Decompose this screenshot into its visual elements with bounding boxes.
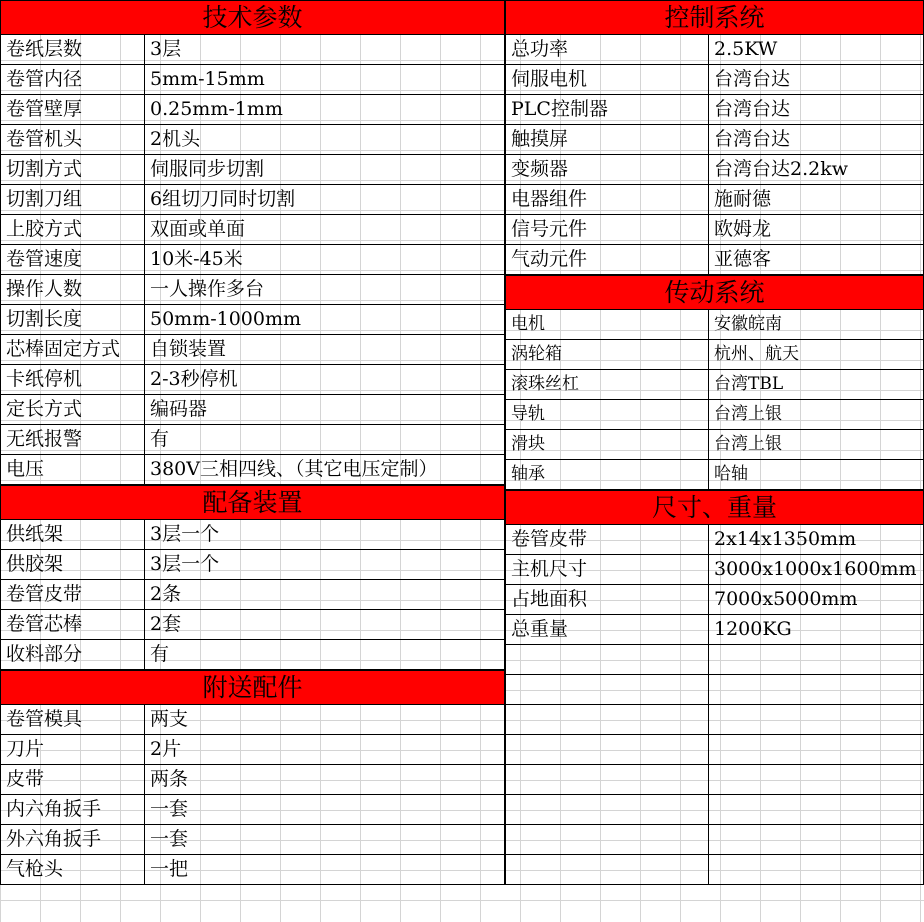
- accessories-row-value[interactable]: 两条: [145, 765, 505, 794]
- tech-row: [1, 425, 505, 455]
- control-row: [506, 155, 924, 185]
- tech-row-label[interactable]: 切割刀组: [1, 185, 145, 214]
- drive-row: [506, 340, 924, 370]
- tech-row-label[interactable]: 操作人数: [1, 275, 145, 304]
- equip-row-value[interactable]: 2条: [145, 580, 505, 609]
- control-row-label[interactable]: 电器组件: [506, 185, 709, 214]
- equip-row-value[interactable]: 有: [145, 640, 505, 669]
- drive-section: [505, 275, 924, 490]
- drive-row-value[interactable]: 台湾上银: [709, 400, 924, 429]
- size-row-value[interactable]: 2x14x1350mm: [709, 525, 924, 554]
- drive-rows: [506, 310, 924, 490]
- drive-row: [506, 310, 924, 340]
- drive-row-label[interactable]: 导轨: [506, 400, 709, 429]
- control-row-value[interactable]: 台湾台达: [709, 65, 924, 94]
- tech-row-label[interactable]: 卷纸层数: [1, 35, 145, 64]
- tech-row-value[interactable]: 伺服同步切割: [145, 155, 505, 184]
- accessories-row: [1, 795, 505, 825]
- tech-row-value[interactable]: 10米-45米: [145, 245, 505, 274]
- size-row-value[interactable]: 1200KG: [709, 615, 924, 644]
- drive-row: [506, 460, 924, 490]
- equip-rows: [1, 520, 505, 670]
- control-row-label[interactable]: 变频器: [506, 155, 709, 184]
- tech-row: [1, 305, 505, 335]
- size-row-label[interactable]: 占地面积: [506, 585, 709, 614]
- equip-row: [1, 640, 505, 670]
- control-row-value[interactable]: 台湾台达: [709, 95, 924, 124]
- accessories-row: [1, 705, 505, 735]
- equip-header: 配备装置: [1, 485, 505, 520]
- control-row: [506, 35, 924, 65]
- tech-header: 技术参数: [1, 0, 505, 35]
- control-rows: [506, 35, 924, 275]
- accessories-row: [1, 825, 505, 855]
- empty-cell[interactable]: [709, 765, 924, 794]
- empty-row: [506, 765, 924, 795]
- empty-row: [506, 675, 924, 705]
- accessories-section: [0, 670, 505, 885]
- drive-row-value[interactable]: 哈轴: [709, 460, 924, 489]
- empty-cell[interactable]: [709, 675, 924, 704]
- tech-row-value[interactable]: 编码器: [145, 395, 505, 424]
- tech-row-label[interactable]: 上胶方式: [1, 215, 145, 244]
- size-row-value[interactable]: 7000x5000mm: [709, 585, 924, 614]
- empty-cell[interactable]: [506, 795, 709, 824]
- empty-cell[interactable]: [709, 735, 924, 764]
- drive-row-value[interactable]: 杭州、航天: [709, 340, 924, 369]
- control-row-value[interactable]: 台湾台达2.2kw: [709, 155, 924, 184]
- tech-row-label[interactable]: 切割长度: [1, 305, 145, 334]
- empty-cell[interactable]: [506, 735, 709, 764]
- tech-row-label[interactable]: 卷管速度: [1, 245, 145, 274]
- tech-row-label[interactable]: 切割方式: [1, 155, 145, 184]
- tech-row: [1, 65, 505, 95]
- empty-cell[interactable]: [709, 705, 924, 734]
- tech-row-label[interactable]: 无纸报警: [1, 425, 145, 454]
- accessories-row-value[interactable]: 一套: [145, 795, 505, 824]
- drive-row: [506, 400, 924, 430]
- accessories-row-value[interactable]: 两支: [145, 705, 505, 734]
- control-row-value[interactable]: 2.5KW: [709, 35, 924, 64]
- control-row: [506, 185, 924, 215]
- control-row-label[interactable]: 触摸屏: [506, 125, 709, 154]
- accessories-rows: [1, 705, 505, 885]
- size-row: [506, 585, 924, 615]
- accessories-row-value[interactable]: 一把: [145, 855, 505, 884]
- equip-row: [1, 520, 505, 550]
- equip-row-value[interactable]: 3层一个: [145, 520, 505, 549]
- size-row-value[interactable]: 3000x1000x1600mm: [709, 555, 924, 584]
- control-row: [506, 125, 924, 155]
- tech-row: [1, 35, 505, 65]
- empty-cell[interactable]: [709, 855, 924, 884]
- tech-row: [1, 155, 505, 185]
- equip-row: [1, 610, 505, 640]
- accessories-row: [1, 735, 505, 765]
- equip-row-label[interactable]: 供纸架: [1, 520, 145, 549]
- accessories-row-label[interactable]: 皮带: [1, 765, 145, 794]
- empty-cell[interactable]: [709, 825, 924, 854]
- control-row-value[interactable]: 台湾台达: [709, 125, 924, 154]
- tech-row-label[interactable]: 卷管壁厚: [1, 95, 145, 124]
- empty-row: [506, 795, 924, 825]
- control-row-value[interactable]: 亚德客: [709, 245, 924, 274]
- size-row-label[interactable]: 卷管皮带: [506, 525, 709, 554]
- empty-row: [506, 705, 924, 735]
- tech-row-value[interactable]: 一人操作多台: [145, 275, 505, 304]
- tech-row-value[interactable]: 380V三相四线、（其它电压定制）: [145, 455, 505, 484]
- tech-row-value[interactable]: 6组切刀同时切割: [145, 185, 505, 214]
- control-section: [505, 0, 924, 275]
- drive-row-label[interactable]: 轴承: [506, 460, 709, 489]
- empty-cell[interactable]: [506, 705, 709, 734]
- drive-row-label[interactable]: 滚珠丝杠: [506, 370, 709, 399]
- tech-rows: [1, 35, 505, 485]
- equip-section: [0, 485, 505, 670]
- tech-row: [1, 365, 505, 395]
- tech-row-value[interactable]: 双面或单面: [145, 215, 505, 244]
- tech-row-value[interactable]: 2-3秒停机: [145, 365, 505, 394]
- control-row-value[interactable]: 欧姆龙: [709, 215, 924, 244]
- empty-cell[interactable]: [506, 675, 709, 704]
- control-row: [506, 215, 924, 245]
- accessories-row-label[interactable]: 内六角扳手: [1, 795, 145, 824]
- tech-row-value[interactable]: 自锁装置: [145, 335, 505, 364]
- control-row: [506, 95, 924, 125]
- control-header: 控制系统: [506, 0, 924, 35]
- tech-row-value[interactable]: 3层: [145, 35, 505, 64]
- tech-row-label[interactable]: 电压: [1, 455, 145, 484]
- control-row-value[interactable]: 施耐德: [709, 185, 924, 214]
- empty-row: [506, 825, 924, 855]
- accessories-row-label[interactable]: 卷管模具: [1, 705, 145, 734]
- tech-row: [1, 215, 505, 245]
- drive-row-value[interactable]: 台湾上银: [709, 430, 924, 459]
- control-row-label[interactable]: 伺服电机: [506, 65, 709, 94]
- drive-row: [506, 430, 924, 460]
- accessories-row-value[interactable]: 一套: [145, 825, 505, 854]
- empty-cell[interactable]: [506, 645, 709, 674]
- control-row-label[interactable]: PLC控制器: [506, 95, 709, 124]
- tech-row-value[interactable]: 有: [145, 425, 505, 454]
- tech-row: [1, 125, 505, 155]
- tech-row-value[interactable]: 0.25mm-1mm: [145, 95, 505, 124]
- equip-row-label[interactable]: 卷管芯棒: [1, 610, 145, 639]
- empty-row: [506, 855, 924, 885]
- empty-cell[interactable]: [709, 795, 924, 824]
- tech-row-value[interactable]: 2机头: [145, 125, 505, 154]
- size-row-label[interactable]: 主机尺寸: [506, 555, 709, 584]
- control-row-label[interactable]: 总功率: [506, 35, 709, 64]
- control-row: [506, 245, 924, 275]
- control-row-label[interactable]: 信号元件: [506, 215, 709, 244]
- tech-row-value[interactable]: 5mm-15mm: [145, 65, 505, 94]
- empty-row: [506, 645, 924, 675]
- tech-row: [1, 185, 505, 215]
- empty-cell[interactable]: [506, 855, 709, 884]
- size-row: [506, 615, 924, 645]
- tech-row-label[interactable]: 定长方式: [1, 395, 145, 424]
- accessories-row: [1, 855, 505, 885]
- equip-row: [1, 550, 505, 580]
- tech-row: [1, 275, 505, 305]
- tech-row: [1, 455, 505, 485]
- drive-row-label[interactable]: 涡轮箱: [506, 340, 709, 369]
- tech-row: [1, 245, 505, 275]
- accessories-row-label[interactable]: 气枪头: [1, 855, 145, 884]
- size-section: [505, 490, 924, 885]
- equip-row: [1, 580, 505, 610]
- equip-row-label[interactable]: 卷管皮带: [1, 580, 145, 609]
- accessories-row-label[interactable]: 外六角扳手: [1, 825, 145, 854]
- drive-row-label[interactable]: 电机: [506, 310, 709, 339]
- right-column: [505, 0, 924, 885]
- size-row-label[interactable]: 总重量: [506, 615, 709, 644]
- drive-row-value[interactable]: 安徽皖南: [709, 310, 924, 339]
- tech-row-label[interactable]: 卷管机头: [1, 125, 145, 154]
- empty-cell[interactable]: [506, 825, 709, 854]
- tech-row: [1, 95, 505, 125]
- drive-row-value[interactable]: 台湾TBL: [709, 370, 924, 399]
- equip-row-label[interactable]: 收料部分: [1, 640, 145, 669]
- accessories-row-value[interactable]: 2片: [145, 735, 505, 764]
- accessories-row-label[interactable]: 刀片: [1, 735, 145, 764]
- accessories-row: [1, 765, 505, 795]
- size-header: 尺寸、重量: [506, 490, 924, 525]
- equip-row-value[interactable]: 2套: [145, 610, 505, 639]
- drive-header: 传动系统: [506, 275, 924, 310]
- empty-cell[interactable]: [506, 765, 709, 794]
- control-row: [506, 65, 924, 95]
- size-row: [506, 555, 924, 585]
- tech-row: [1, 395, 505, 425]
- empty-cell[interactable]: [709, 645, 924, 674]
- tech-section: [0, 0, 505, 485]
- equip-row-value[interactable]: 3层一个: [145, 550, 505, 579]
- tech-row-value[interactable]: 50mm-1000mm: [145, 305, 505, 334]
- blank-rows: [506, 645, 924, 885]
- tech-row-label[interactable]: 芯棒固定方式: [1, 335, 145, 364]
- empty-row: [506, 735, 924, 765]
- accessories-header: 附送配件: [1, 670, 505, 705]
- tech-row-label[interactable]: 卡纸停机: [1, 365, 145, 394]
- drive-row: [506, 370, 924, 400]
- tech-row-label[interactable]: 卷管内径: [1, 65, 145, 94]
- size-row: [506, 525, 924, 555]
- size-rows: [506, 525, 924, 645]
- equip-row-label[interactable]: 供胶架: [1, 550, 145, 579]
- tech-row: [1, 335, 505, 365]
- control-row-label[interactable]: 气动元件: [506, 245, 709, 274]
- drive-row-label[interactable]: 滑块: [506, 430, 709, 459]
